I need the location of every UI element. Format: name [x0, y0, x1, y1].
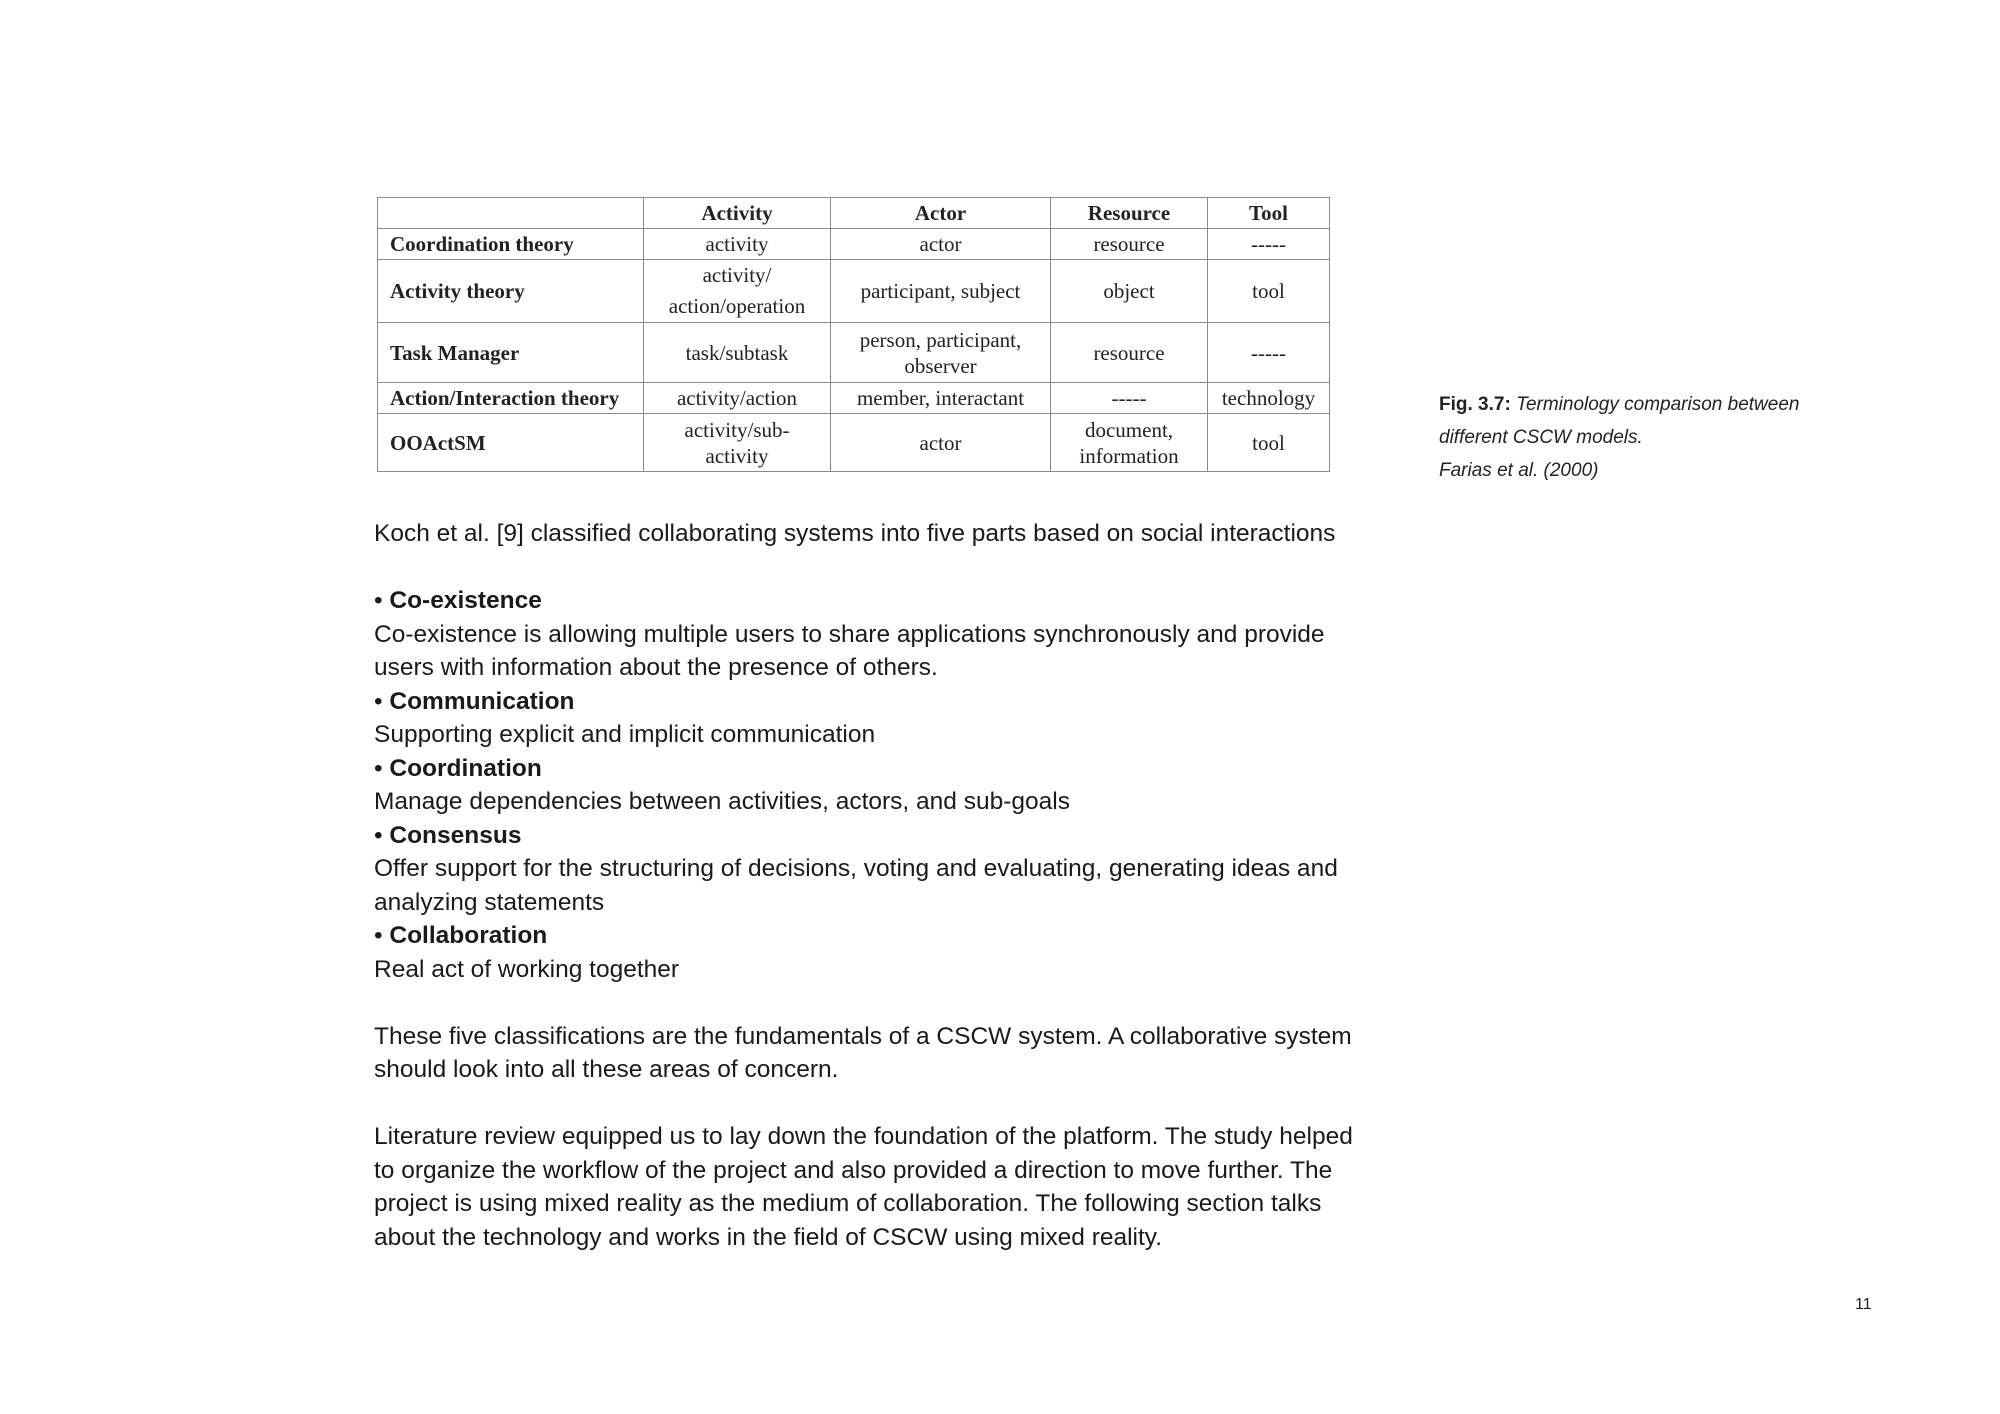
table-row-header: OOActSM	[378, 414, 644, 472]
table-header-cell: Actor	[831, 198, 1051, 229]
table-cell: tool	[1208, 414, 1330, 472]
table-cell: technology	[1208, 383, 1330, 414]
list-item-title	[374, 919, 1374, 953]
list-item-heading: Co-existence	[389, 587, 542, 614]
table-cell: -----	[1208, 323, 1330, 383]
bullet-marker: •	[374, 754, 383, 782]
table-cell: object	[1051, 260, 1208, 323]
figure-caption	[1439, 388, 1859, 487]
list-item-title	[374, 584, 1374, 618]
table-header-cell	[378, 198, 644, 229]
figure-caption-text: Terminology comparison between different CSCW models.	[1439, 394, 1800, 448]
list-item-description: Co-existence is allowing multiple users to share applications synchronously and provide users with information about the presence of others.	[374, 620, 1325, 681]
page-number: 11	[1855, 1296, 1872, 1313]
table-cell: activity	[644, 229, 831, 260]
list-item-heading: Coordination	[389, 754, 542, 782]
table-header-cell: Activity	[644, 198, 831, 229]
table-cell: tool	[1208, 260, 1330, 323]
table-cell: actor	[831, 414, 1051, 472]
body-paragraph: Literature review equipped us to lay down the foundation of the platform. The study helped to organize the workflow of the project and also provided a direction to move further. The project is using mixed reality as the medium of collaboration. The following section talks about the technology and works in the field of CSCW using mixed reality.	[374, 1123, 1353, 1251]
table-cell: member, interactant	[831, 383, 1051, 414]
bullet-marker: •	[374, 687, 383, 715]
list-item-heading: Consensus	[389, 821, 522, 849]
table-row	[378, 260, 1330, 323]
list-item-description: Supporting explicit and implicit communication	[374, 721, 876, 748]
table-cell: resource	[1051, 229, 1208, 260]
list-item-title	[374, 685, 1374, 719]
terminology-table	[377, 197, 1330, 472]
table-cell: -----	[1051, 383, 1208, 414]
table-cell: activity/ action/operation	[644, 260, 831, 323]
table-cell: -----	[1208, 229, 1330, 260]
table-cell: activity/sub- activity	[644, 414, 831, 472]
list-item-title	[374, 819, 1374, 853]
body-text	[374, 517, 1374, 1254]
bullet-marker: •	[374, 922, 383, 949]
table-cell: activity/action	[644, 383, 831, 414]
body-paragraph: These five classifications are the fundamentals of a CSCW system. A collaborative system should look into all these areas of concern.	[374, 1022, 1352, 1083]
table-row	[378, 383, 1330, 414]
intro-paragraph: Koch et al. [9] classified collaborating systems into five parts based on social interactions	[374, 520, 1336, 547]
table-cell: document, information	[1051, 414, 1208, 472]
bullet-marker: •	[374, 821, 383, 849]
table-cell: task/subtask	[644, 323, 831, 383]
list-item-description: Offer support for the structuring of decisions, voting and evaluating, generating ideas and analyzing statements	[374, 855, 1338, 916]
table-header-row	[378, 198, 1330, 229]
list-item-heading: Communication	[389, 687, 575, 715]
table-row-header: Task Manager	[378, 323, 644, 383]
list-item-title	[374, 752, 1374, 786]
list-item-heading: Collaboration	[389, 922, 548, 949]
table-cell: actor	[831, 229, 1051, 260]
table-cell: participant, subject	[831, 260, 1051, 323]
table-row	[378, 229, 1330, 260]
list-item-description: Real act of working together	[374, 955, 680, 983]
figure-source: Farias et al. (2000)	[1439, 460, 1599, 481]
table-cell: person, participant, observer	[831, 323, 1051, 383]
figure-label: Fig. 3.7:	[1439, 394, 1511, 415]
table-row	[378, 414, 1330, 472]
table-row-header: Action/Interaction theory	[378, 383, 644, 414]
table-cell: resource	[1051, 323, 1208, 383]
table-header-cell: Tool	[1208, 198, 1330, 229]
table-row-header: Activity theory	[378, 260, 644, 323]
bullet-marker: •	[374, 587, 383, 614]
list-item-description: Manage dependencies between activities, actors, and sub-goals	[374, 788, 1070, 815]
table-header-cell: Resource	[1051, 198, 1208, 229]
table-row-header: Coordination theory	[378, 229, 644, 260]
table-row	[378, 323, 1330, 383]
